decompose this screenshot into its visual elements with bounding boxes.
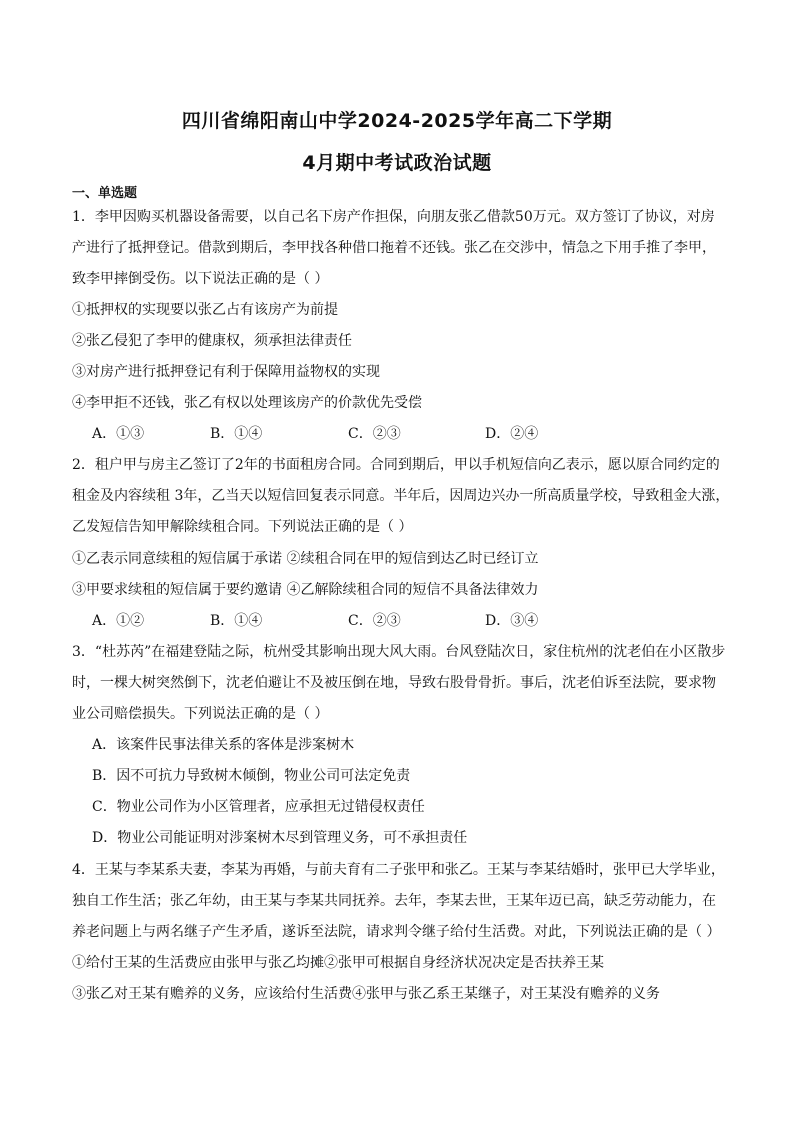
q1-stem-line: 1．李甲因购买机器设备需要，以自己名下房产作担保，向朋友张乙借款50万元。双方签订了协议，对房 (72, 209, 715, 225)
q2-option-c[interactable]: C．②③ (348, 613, 401, 629)
q4-stem-line: 养老问题上与两名继子产生矛盾，遂诉至法院，请求判令继子给付生活费。对此，下列说法正确的是（ ） (72, 924, 721, 940)
q2-option-d[interactable]: D．③④ (485, 613, 539, 629)
q2-item: ③甲要求续租的短信属于要约邀请 ④乙解除续租合同的短信不具备法律效力 (72, 582, 539, 598)
q1-stem-line: 致李甲摔倒受伤。以下说法正确的是（ ） (72, 271, 329, 287)
q3-stem-line: 时，一棵大树突然倒下，沈老伯避让不及被压倒在地，导致右股骨骨折。事后，沈老伯诉至法院，要求物 (72, 675, 716, 691)
q3-choice-b[interactable]: B．因不可抗力导致树木倾倒，物业公司可法定免责 (92, 768, 411, 784)
q1-item: ②张乙侵犯了李甲的健康权，须承担法律责任 (72, 333, 352, 349)
q2-option-a[interactable]: A．①② (92, 613, 145, 629)
q2-stem-line: 乙发短信告知甲解除续租合同。下列说法正确的是（ ） (72, 519, 413, 535)
q4-stem-line: 独自工作生活；张乙年幼，由王某与李某共同抚养。去年，李某去世，王某年迈已高，缺乏劳动能力，在 (72, 893, 716, 909)
q2-stem-line: 2．租户甲与房主乙签订了2年的书面租房合同。合同到期后，甲以手机短信向乙表示，愿以原合同约定的 (72, 457, 720, 473)
q1-item: ③对房产进行抵押登记有利于保障用益物权的实现 (72, 364, 380, 380)
q2-item: ①乙表示同意续租的短信属于承诺 ②续租合同在甲的短信到达乙时已经订立 (72, 551, 539, 567)
q4-stem-line: 4．王某与李某系夫妻，李某为再婚，与前夫育有二子张甲和张乙。王某与李某结婚时，张甲已大学毕业， (72, 862, 725, 878)
q3-stem-line: 业公司赔偿损失。下列说法正确的是（ ） (72, 706, 329, 722)
q2-option-b[interactable]: B．①④ (210, 613, 263, 629)
q3-choice-d[interactable]: D．物业公司能证明对涉案树木尽到管理义务，可不承担责任 (92, 830, 468, 846)
q1-option-c[interactable]: C．②③ (348, 426, 401, 442)
q4-item: ①给付王某的生活费应由张甲与张乙均摊②张甲可根据自身经济状况决定是否扶养王某 (72, 955, 604, 971)
q1-item: ④李甲拒不还钱，张乙有权以处理该房产的价款优先受偿 (72, 395, 422, 411)
q3-stem-line: 3．“杜苏芮”在福建登陆之际，杭州受其影响出现大风大雨。台风登陆次日，家住杭州的沈老伯在小区散步 (72, 644, 726, 660)
q1-option-a[interactable]: A．①③ (92, 426, 145, 442)
page-title-line2: 4月期中考试政治试题 (302, 152, 492, 174)
q1-stem-line: 产进行了抵押登记。借款到期后，李甲找各种借口拖着不还钱。张乙在交涉中，情急之下用手推了李甲， (72, 240, 716, 256)
q1-option-d[interactable]: D．②④ (485, 426, 539, 442)
q4-item: ③张乙对王某有赡养的义务，应该给付生活费④张甲与张乙系王某继子，对王某没有赡养的义务 (72, 986, 660, 1002)
section-heading: 一、单选题 (72, 186, 138, 201)
q1-option-b[interactable]: B．①④ (210, 426, 263, 442)
q3-choice-a[interactable]: A．该案件民事法律关系的客体是涉案树木 (92, 737, 355, 753)
q2-stem-line: 租金及内容续租 3年，乙当天以短信回复表示同意。半年后，因周边兴办一所高质量学校，导致租金大涨， (72, 488, 730, 504)
q1-item: ①抵押权的实现要以张乙占有该房产为前提 (72, 302, 338, 318)
page-title-line1: 四川省绵阳南山中学2024-2025学年高二下学期 (181, 110, 613, 132)
q3-choice-c[interactable]: C．物业公司作为小区管理者，应承担无过错侵权责任 (92, 799, 425, 815)
